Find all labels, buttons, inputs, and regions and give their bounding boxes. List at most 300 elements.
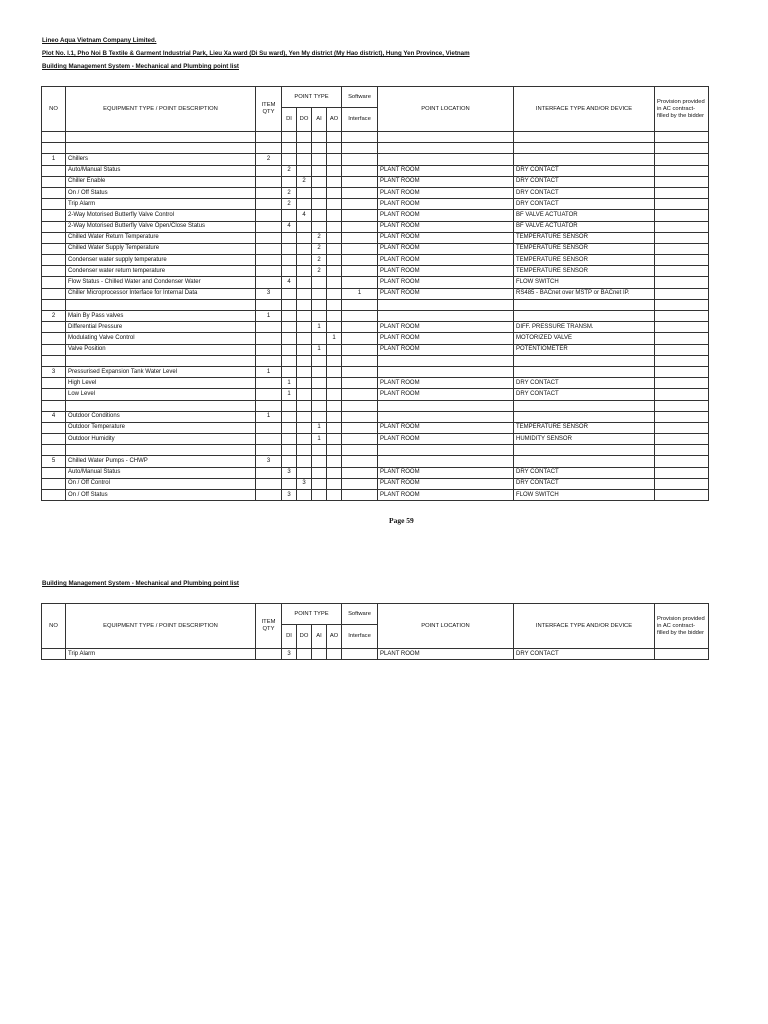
cell-no	[42, 344, 66, 355]
cell-di	[282, 299, 297, 310]
table-row	[42, 422, 709, 433]
cell-di	[282, 232, 297, 243]
cell-location	[378, 411, 514, 422]
cell-di	[282, 333, 297, 344]
cell-provision	[655, 199, 709, 210]
cell-ao	[327, 187, 342, 198]
table-row	[42, 176, 709, 187]
cell-description: Valve Position	[66, 344, 256, 355]
cell-do	[297, 344, 312, 355]
cell-di: 3	[282, 649, 297, 660]
cell-do	[297, 445, 312, 456]
cell-ai	[312, 143, 327, 154]
cell-item-qty	[256, 445, 282, 456]
cell-ao	[327, 165, 342, 176]
cell-location: PLANT ROOM	[378, 378, 514, 389]
cell-software	[342, 422, 378, 433]
cell-ai: 1	[312, 322, 327, 333]
cell-provision	[655, 176, 709, 187]
cell-do	[297, 232, 312, 243]
cell-no	[42, 478, 66, 489]
cell-item-qty	[256, 199, 282, 210]
cell-ai	[312, 154, 327, 165]
cell-ai	[312, 333, 327, 344]
cell-software	[342, 467, 378, 478]
table-row	[42, 400, 709, 411]
cell-ai	[312, 288, 327, 299]
cell-di	[282, 288, 297, 299]
cell-di	[282, 478, 297, 489]
cell-software	[342, 243, 378, 254]
cell-description: High Level	[66, 378, 256, 389]
cell-software	[342, 478, 378, 489]
col-location: POINT LOCATION	[378, 87, 514, 132]
cell-item-qty: 1	[256, 311, 282, 322]
cell-location: PLANT ROOM	[378, 176, 514, 187]
cell-di	[282, 243, 297, 254]
table-row	[42, 467, 709, 478]
cell-item-qty	[256, 649, 282, 660]
cell-interface-type: FLOW SWITCH	[514, 490, 655, 501]
cell-ao	[327, 478, 342, 489]
cell-item-qty	[256, 333, 282, 344]
cell-item-qty: 1	[256, 411, 282, 422]
cell-provision	[655, 355, 709, 366]
cell-do	[297, 649, 312, 660]
table-row	[42, 411, 709, 422]
cell-description: Chilled Water Pumps - CHWP	[66, 456, 256, 467]
cell-software	[342, 255, 378, 266]
cell-location: PLANT ROOM	[378, 255, 514, 266]
col-no: NO	[42, 87, 66, 132]
cell-ao	[327, 255, 342, 266]
col-do: DO	[297, 108, 312, 132]
cell-no	[42, 277, 66, 288]
col-provision: Provision provided in AC contract- filled by the bidder	[655, 87, 709, 132]
cell-do	[297, 277, 312, 288]
cell-ao	[327, 232, 342, 243]
point-list-table-page2	[41, 603, 709, 660]
cell-ai	[312, 187, 327, 198]
table-row	[42, 210, 709, 221]
table-row	[42, 389, 709, 400]
col-software: Software	[342, 604, 378, 625]
cell-provision	[655, 266, 709, 277]
cell-no: 4	[42, 411, 66, 422]
cell-description	[66, 445, 256, 456]
cell-no	[42, 355, 66, 366]
cell-provision	[655, 255, 709, 266]
cell-ai: 1	[312, 422, 327, 433]
cell-provision	[655, 389, 709, 400]
cell-description: Chiller Microprocessor Interface for Internal Data	[66, 288, 256, 299]
cell-software: 1	[342, 288, 378, 299]
cell-di: 3	[282, 467, 297, 478]
cell-software	[342, 299, 378, 310]
cell-provision	[655, 366, 709, 377]
cell-no	[42, 210, 66, 221]
cell-item-qty	[256, 176, 282, 187]
cell-di: 1	[282, 389, 297, 400]
cell-ao	[327, 176, 342, 187]
cell-description: Main By Pass valves	[66, 311, 256, 322]
cell-di	[282, 355, 297, 366]
cell-location	[378, 132, 514, 143]
cell-provision	[655, 154, 709, 165]
col-provision: Provision provided in AC contract- filled by the bidder	[655, 604, 709, 649]
col-do: DO	[297, 625, 312, 649]
cell-do	[297, 132, 312, 143]
cell-ao	[327, 434, 342, 445]
cell-ao	[327, 378, 342, 389]
cell-interface-type: DRY CONTACT	[514, 378, 655, 389]
cell-description: Outdoor Conditions	[66, 411, 256, 422]
cell-interface-type	[514, 411, 655, 422]
cell-description: Auto/Manual Status	[66, 165, 256, 176]
cell-item-qty	[256, 378, 282, 389]
cell-ai	[312, 221, 327, 232]
cell-description: 2-Way Motorised Butterfly Valve Open/Close Status	[66, 221, 256, 232]
cell-interface-type: DRY CONTACT	[514, 187, 655, 198]
cell-provision	[655, 299, 709, 310]
cell-no	[42, 243, 66, 254]
cell-provision	[655, 456, 709, 467]
cell-ai	[312, 649, 327, 660]
cell-location: PLANT ROOM	[378, 333, 514, 344]
cell-ai	[312, 378, 327, 389]
cell-do	[297, 355, 312, 366]
cell-provision	[655, 277, 709, 288]
cell-software	[342, 378, 378, 389]
cell-description: Trip Alarm	[66, 649, 256, 660]
cell-di	[282, 344, 297, 355]
table-row	[42, 456, 709, 467]
cell-ai: 2	[312, 232, 327, 243]
cell-provision	[655, 434, 709, 445]
cell-interface-type	[514, 355, 655, 366]
cell-software	[342, 333, 378, 344]
cell-description	[66, 132, 256, 143]
cell-interface-type: DRY CONTACT	[514, 176, 655, 187]
cell-interface-type: DRY CONTACT	[514, 199, 655, 210]
cell-location: PLANT ROOM	[378, 434, 514, 445]
cell-software	[342, 165, 378, 176]
table-row	[42, 333, 709, 344]
cell-description: Auto/Manual Status	[66, 467, 256, 478]
cell-ao	[327, 490, 342, 501]
cell-do	[297, 311, 312, 322]
cell-ai	[312, 389, 327, 400]
cell-interface-type: HUMIDITY SENSOR	[514, 434, 655, 445]
cell-software	[342, 132, 378, 143]
cell-provision	[655, 221, 709, 232]
cell-do	[297, 199, 312, 210]
cell-do	[297, 299, 312, 310]
cell-ao	[327, 355, 342, 366]
cell-di	[282, 176, 297, 187]
cell-no	[42, 389, 66, 400]
table-row	[42, 311, 709, 322]
cell-di	[282, 322, 297, 333]
cell-no	[42, 187, 66, 198]
cell-no	[42, 288, 66, 299]
cell-no	[42, 649, 66, 660]
cell-item-qty	[256, 322, 282, 333]
cell-ao	[327, 322, 342, 333]
cell-ao	[327, 366, 342, 377]
cell-description: Trip Alarm	[66, 199, 256, 210]
cell-no: 2	[42, 311, 66, 322]
col-ai: AI	[312, 625, 327, 649]
cell-di	[282, 422, 297, 433]
cell-interface-type	[514, 400, 655, 411]
col-equipment: EQUIPMENT TYPE / POINT DESCRIPTION	[66, 604, 256, 649]
cell-location: PLANT ROOM	[378, 467, 514, 478]
cell-software	[342, 434, 378, 445]
col-ai: AI	[312, 108, 327, 132]
table-row	[42, 649, 709, 660]
col-ao: AO	[327, 108, 342, 132]
company-name: Lineo Aqua Vietnam Company Limited.	[42, 37, 157, 44]
cell-software	[342, 456, 378, 467]
cell-no	[42, 165, 66, 176]
cell-no	[42, 255, 66, 266]
table-row	[42, 288, 709, 299]
cell-do: 2	[297, 176, 312, 187]
cell-ai	[312, 199, 327, 210]
col-no: NO	[42, 604, 66, 649]
cell-description: Chiller Enable	[66, 176, 256, 187]
table-row	[42, 243, 709, 254]
cell-interface-type	[514, 445, 655, 456]
cell-do	[297, 422, 312, 433]
cell-location: PLANT ROOM	[378, 389, 514, 400]
cell-ao	[327, 344, 342, 355]
cell-di	[282, 434, 297, 445]
cell-di	[282, 154, 297, 165]
point-list-subtitle: Building Management System - Mechanical and Plumbing point list	[42, 63, 239, 70]
cell-provision	[655, 445, 709, 456]
cell-ao	[327, 649, 342, 660]
cell-location: PLANT ROOM	[378, 243, 514, 254]
cell-location: PLANT ROOM	[378, 344, 514, 355]
cell-interface-type: BF VALVE ACTUATOR	[514, 210, 655, 221]
cell-di	[282, 132, 297, 143]
cell-interface-type: DRY CONTACT	[514, 165, 655, 176]
cell-no: 3	[42, 366, 66, 377]
cell-provision	[655, 143, 709, 154]
cell-ao	[327, 467, 342, 478]
cell-ao	[327, 266, 342, 277]
cell-interface-type: DRY CONTACT	[514, 478, 655, 489]
point-list-table	[41, 86, 709, 501]
cell-item-qty	[256, 478, 282, 489]
cell-interface-type	[514, 143, 655, 154]
cell-do	[297, 411, 312, 422]
cell-software	[342, 232, 378, 243]
cell-item-qty: 3	[256, 456, 282, 467]
cell-description: Modulating Valve Control	[66, 333, 256, 344]
cell-no	[42, 266, 66, 277]
cell-di: 1	[282, 378, 297, 389]
cell-item-qty: 2	[256, 154, 282, 165]
cell-di	[282, 143, 297, 154]
cell-interface-type	[514, 456, 655, 467]
cell-no: 1	[42, 154, 66, 165]
cell-di: 4	[282, 277, 297, 288]
cell-no	[42, 232, 66, 243]
col-di: DI	[282, 108, 297, 132]
cell-ao	[327, 400, 342, 411]
cell-software	[342, 322, 378, 333]
col-interface-type: INTERFACE TYPE AND/OR DEVICE	[514, 604, 655, 649]
cell-ai	[312, 299, 327, 310]
cell-item-qty	[256, 490, 282, 501]
cell-provision	[655, 478, 709, 489]
cell-ai	[312, 400, 327, 411]
cell-ao	[327, 299, 342, 310]
cell-do	[297, 288, 312, 299]
cell-do	[297, 434, 312, 445]
cell-location: PLANT ROOM	[378, 165, 514, 176]
cell-ao	[327, 389, 342, 400]
cell-interface-type	[514, 154, 655, 165]
cell-ao	[327, 243, 342, 254]
cell-description: Condenser water return temperature	[66, 266, 256, 277]
cell-item-qty	[256, 467, 282, 478]
cell-item-qty	[256, 434, 282, 445]
cell-no	[42, 378, 66, 389]
cell-location: PLANT ROOM	[378, 322, 514, 333]
col-interface-type: INTERFACE TYPE AND/OR DEVICE	[514, 87, 655, 132]
cell-software	[342, 277, 378, 288]
cell-do	[297, 255, 312, 266]
cell-item-qty	[256, 389, 282, 400]
cell-ai	[312, 456, 327, 467]
cell-software	[342, 355, 378, 366]
cell-description: Differential Pressure	[66, 322, 256, 333]
cell-software	[342, 490, 378, 501]
cell-item-qty	[256, 143, 282, 154]
cell-no	[42, 322, 66, 333]
cell-do: 4	[297, 210, 312, 221]
cell-item-qty	[256, 255, 282, 266]
table-row	[42, 154, 709, 165]
cell-no	[42, 176, 66, 187]
cell-location	[378, 355, 514, 366]
table-row	[42, 132, 709, 143]
page-number: Page 59	[389, 516, 414, 525]
cell-location	[378, 299, 514, 310]
cell-ao	[327, 311, 342, 322]
col-interface: Interface	[342, 625, 378, 649]
cell-ao	[327, 199, 342, 210]
cell-di	[282, 456, 297, 467]
cell-location: PLANT ROOM	[378, 422, 514, 433]
cell-software	[342, 154, 378, 165]
cell-interface-type: POTENTIOMETER	[514, 344, 655, 355]
col-item-qty: ITEM QTY	[256, 604, 282, 649]
cell-description: Chilled Water Supply Temperature	[66, 243, 256, 254]
cell-description: Condenser water supply temperature	[66, 255, 256, 266]
col-di: DI	[282, 625, 297, 649]
table-row	[42, 299, 709, 310]
cell-di: 2	[282, 199, 297, 210]
cell-do	[297, 366, 312, 377]
cell-no	[42, 132, 66, 143]
cell-ai	[312, 478, 327, 489]
cell-di	[282, 311, 297, 322]
cell-ai	[312, 445, 327, 456]
cell-interface-type: TEMPERATURE SENSOR	[514, 243, 655, 254]
cell-ai: 1	[312, 434, 327, 445]
col-ao: AO	[327, 625, 342, 649]
cell-item-qty	[256, 299, 282, 310]
cell-no	[42, 333, 66, 344]
cell-ai	[312, 165, 327, 176]
cell-do	[297, 266, 312, 277]
cell-do: 3	[297, 478, 312, 489]
cell-software	[342, 344, 378, 355]
cell-location: PLANT ROOM	[378, 478, 514, 489]
cell-do	[297, 243, 312, 254]
table-row	[42, 366, 709, 377]
cell-ao	[327, 288, 342, 299]
cell-provision	[655, 400, 709, 411]
point-list-subtitle-page2: Building Management System - Mechanical and Plumbing point list	[42, 580, 239, 587]
cell-no	[42, 199, 66, 210]
col-equipment: EQUIPMENT TYPE / POINT DESCRIPTION	[66, 87, 256, 132]
cell-item-qty	[256, 422, 282, 433]
cell-location	[378, 143, 514, 154]
cell-ao	[327, 456, 342, 467]
cell-provision	[655, 243, 709, 254]
cell-item-qty	[256, 266, 282, 277]
cell-do	[297, 400, 312, 411]
cell-location: PLANT ROOM	[378, 490, 514, 501]
cell-software	[342, 187, 378, 198]
table-row	[42, 221, 709, 232]
cell-ao	[327, 221, 342, 232]
project-address: Plot No. I.1, Pho Noi B Textile & Garment Industrial Park, Lieu Xa ward (Di Su ward), Yen My district (My Hao district), Hung Yen Province, Vietnam	[42, 50, 470, 57]
cell-ai	[312, 132, 327, 143]
cell-ai	[312, 311, 327, 322]
cell-description: Chillers	[66, 154, 256, 165]
cell-software	[342, 199, 378, 210]
cell-item-qty	[256, 165, 282, 176]
cell-di	[282, 411, 297, 422]
cell-do	[297, 221, 312, 232]
cell-no: 5	[42, 456, 66, 467]
cell-di	[282, 400, 297, 411]
cell-no	[42, 467, 66, 478]
cell-ai: 2	[312, 243, 327, 254]
cell-interface-type: BF VALVE ACTUATOR	[514, 221, 655, 232]
cell-provision	[655, 187, 709, 198]
cell-location: PLANT ROOM	[378, 277, 514, 288]
cell-item-qty	[256, 132, 282, 143]
cell-software	[342, 176, 378, 187]
cell-ao	[327, 445, 342, 456]
cell-item-qty	[256, 221, 282, 232]
cell-provision	[655, 322, 709, 333]
cell-description: 2-Way Motorised Butterfly Valve Control	[66, 210, 256, 221]
cell-location	[378, 154, 514, 165]
cell-no	[42, 299, 66, 310]
cell-ao	[327, 411, 342, 422]
cell-description: Low Level	[66, 389, 256, 400]
table-row	[42, 199, 709, 210]
